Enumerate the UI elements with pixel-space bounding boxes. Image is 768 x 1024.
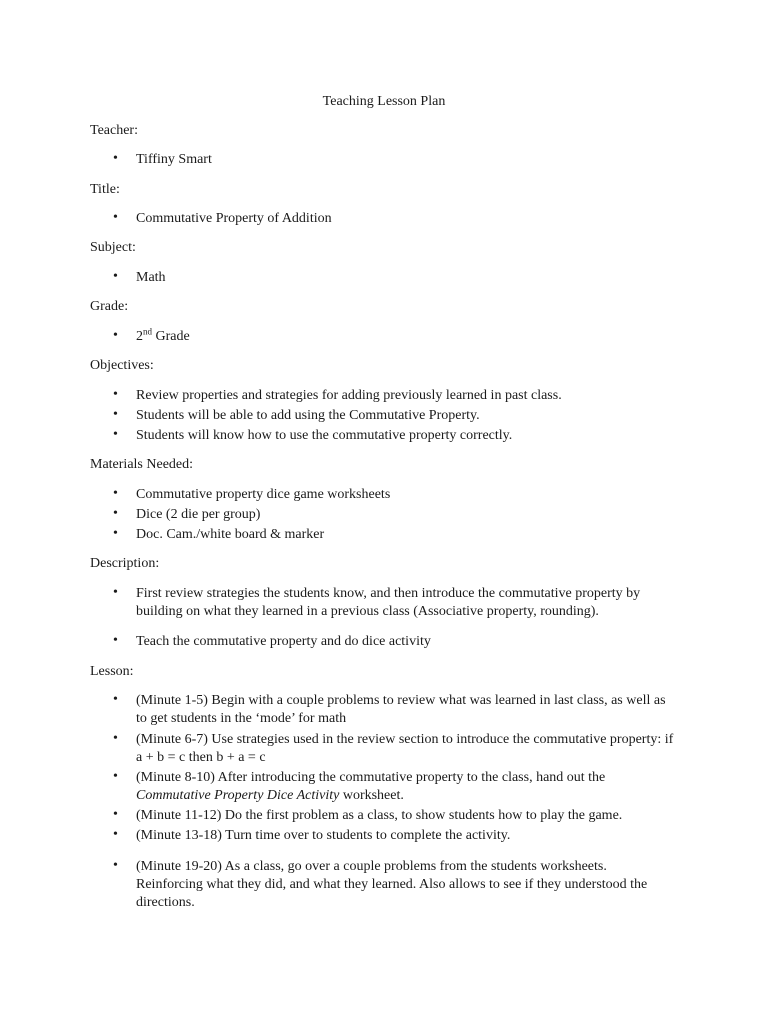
lesson-step: (Minute 19-20) As a class, go over a couple problems from the students worksheets. Reinforcing what they did, and what they learned. Also allows to see if they understood the directions.	[136, 859, 648, 910]
subject-value: Math	[136, 270, 166, 285]
bullet-icon: •	[113, 387, 118, 402]
lesson-step: (Minute 13-18) Turn time over to students to complete the activity.	[136, 828, 511, 843]
bullet-icon: •	[113, 827, 118, 842]
bullet-icon: •	[113, 807, 118, 822]
objective-item: Review properties and strategies for adding previously learned in past class.	[136, 388, 562, 403]
bullet-icon: •	[113, 486, 118, 501]
bullet-icon: •	[113, 269, 118, 284]
bullet-icon: •	[113, 692, 118, 707]
grade-number: 2	[136, 329, 143, 344]
description-item: Teach the commutative property and do dice activity	[136, 634, 431, 649]
bullet-icon: •	[113, 151, 118, 166]
material-item: Dice (2 die per group)	[136, 507, 261, 522]
objective-item: Students will know how to use the commutative property correctly.	[136, 428, 513, 443]
bullet-icon: •	[113, 210, 118, 225]
lesson-step	[136, 769, 676, 805]
grade-heading: Grade:	[90, 299, 129, 314]
material-item: Commutative property dice game worksheets	[136, 487, 391, 502]
grade-value	[136, 328, 676, 346]
bullet-icon: •	[113, 731, 118, 746]
title-heading: Title:	[90, 182, 120, 197]
bullet-icon: •	[113, 407, 118, 422]
objectives-heading: Objectives:	[90, 358, 154, 373]
grade-word: Grade	[152, 329, 190, 344]
bullet-icon: •	[113, 633, 118, 648]
objective-item: Students will be able to add using the Commutative Property.	[136, 408, 480, 423]
materials-heading: Materials Needed:	[90, 457, 194, 472]
material-item: Doc. Cam./white board & marker	[136, 527, 325, 542]
bullet-icon: •	[113, 585, 118, 600]
lesson-title: Commutative Property of Addition	[136, 211, 332, 226]
description-heading: Description:	[90, 556, 160, 571]
lesson-step: (Minute 11-12) Do the first problem as a class, to show students how to play the game.	[136, 808, 623, 823]
worksheet-name: Commutative Property Dice Activity	[136, 788, 340, 803]
teacher-name: Tiffiny Smart	[136, 152, 212, 167]
lesson-heading: Lesson:	[90, 664, 134, 679]
bullet-icon: •	[113, 526, 118, 541]
bullet-icon: •	[113, 858, 118, 873]
teacher-heading: Teacher:	[90, 123, 138, 138]
lesson-step: (Minute 1-5) Begin with a couple problems to review what was learned in last class, as well as to get students in the ‘mode’ for math	[136, 693, 666, 726]
bullet-icon: •	[113, 328, 118, 343]
subject-heading: Subject:	[90, 240, 136, 255]
bullet-icon: •	[113, 506, 118, 521]
lesson-step: (Minute 6-7) Use strategies used in the review section to introduce the commutative property: if a + b = c then b + a = c	[136, 732, 674, 765]
grade-suffix: nd	[143, 326, 152, 337]
bullet-icon: •	[113, 769, 118, 784]
bullet-icon: •	[113, 427, 118, 442]
document-title: Teaching Lesson Plan	[322, 94, 446, 109]
lesson-step-text: worksheet.	[339, 788, 404, 803]
lesson-step-text: (Minute 8-10) After introducing the commutative property to the class, hand out the	[136, 770, 606, 785]
description-item: First review strategies the students know, and then introduce the commutative property by building on what they learned in a previous class (Associative property, rounding).	[136, 586, 641, 619]
